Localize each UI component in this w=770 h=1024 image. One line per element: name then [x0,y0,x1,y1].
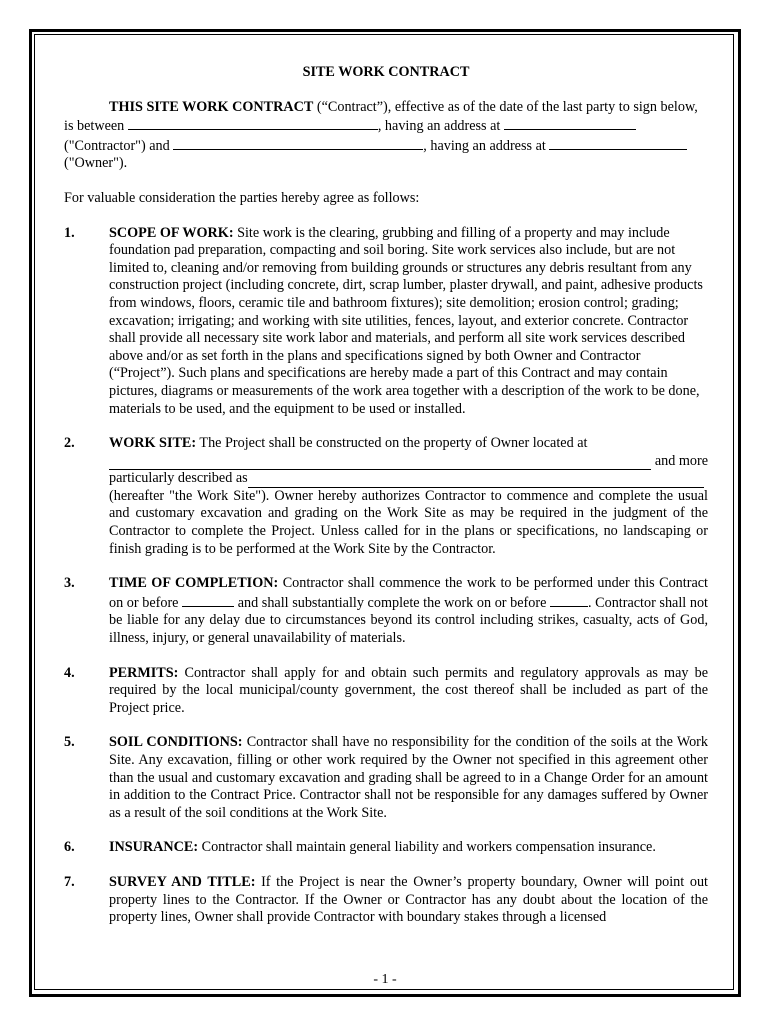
section-heading: INSURANCE: [109,839,199,856]
section-number: 2. [64,435,75,452]
page-number: - 1 - [373,972,397,987]
section-heading: SCOPE OF WORK: [109,224,234,241]
intro-paragraph: THIS SITE WORK CONTRACT (“Contract”), effective as of the date of the last party to sign below, is between , having an address at ("Contractor") and , having an address at ("Owner"). [64,98,698,172]
section-scope-of-work [64,225,708,419]
contractor-address-blank[interactable] [504,116,636,130]
document-body [64,64,708,944]
section-number: 7. [64,873,75,890]
section-work-site: 2. WORK SITE: The Project shall be constructed on the property of Owner located at and more particularly described as (hereafter "the Work Site"). Owner hereby authorizes Contractor to commence and complete the usual and customary excavation and grading on the Work Site as may be required in the judgment of the Contractor to complete the Project. Unless called for in the plans or specifications, no landscaping or finish grading is to be performed at the Work Site by the Contractor. [64,435,708,557]
section-number: 1. [64,224,75,241]
commence-date-blank[interactable] [182,593,234,607]
section-heading: SURVEY AND TITLE: [109,873,256,890]
section-survey-and-title: 7. SURVEY AND TITLE: If the Project is near the Owner’s property boundary, Owner will point out property lines to the Contractor. If the Owner or Contractor has any doubt about the location of the property lines, Owner shall provide Contractor with boundary stakes through a licensed [64,873,708,926]
contractor-name-blank[interactable] [128,116,378,130]
section-number: 3. [64,575,75,592]
section-heading: TIME OF COMPLETION: [109,575,279,592]
section-heading: WORK SITE: [109,435,197,452]
section-number: 5. [64,734,75,751]
intro-bold-lead: THIS SITE WORK CONTRACT [109,98,314,115]
owner-address-blank[interactable] [549,136,687,150]
consideration-lead: For valuable consideration the parties hereby agree as follows: [64,189,420,206]
completion-date-blank[interactable] [550,593,588,607]
section-soil-conditions: 5. SOIL CONDITIONS: Contractor shall have no responsibility for the condition of the soils at the Work Site. Any excavation, filling or other work required by the Owner not specified in this agreement other than the usual and customary excavation and grading shall be agreed to in a Change Order for an amount in addition to the Contract Price. Contractor shall not be responsible for any damages suffered by Owner as a result of the soil conditions at the Work Site. [64,734,708,821]
owner-name-blank[interactable] [173,136,423,150]
document-title: SITE WORK CONTRACT [302,64,470,80]
section-heading: SOIL CONDITIONS: [109,734,243,751]
section-text: Site work is the clearing, grubbing and filling of a property and may include foundation pad preparation, compacting and soil boring. Site work services also include, but are not limited to, cleaning and/or removing from building grounds or structures any debris resultant from any construction project (including concrete, dirt, scrap lumber, plaster drywall, and paint, adhesive products from windows, floors, ceramic tile and bathroom fixtures); site demolition; erosion control; grading; excavation; irrigating; and working with site utilities, fences, layout, and exterior concrete. Contractor shall provide all necessary site work labor and materials, and perform all site work services described above and/or as set forth in the plans and specifications signed by both Owner and Contractor (“Project”). Such plans and specifications are hereby made a part of this Contract and may contain pictures, diagrams or measurements of the work area together with a description of the work to be done, materials to be used, and the equipment to be used or installed. [109,224,703,417]
property-description-blank[interactable] [248,474,704,488]
section-permits: 4. PERMITS: Contractor shall apply for and obtain such permits and regulatory approvals as may be required by the local municipal/county government, the cost thereof shall be included as part of the Project price. [64,664,708,716]
section-insurance: 6. INSURANCE: Contractor shall maintain general liability and workers compensation insurance. [64,839,656,856]
section-number: 4. [64,664,75,681]
section-time-of-completion: 3. TIME OF COMPLETION: Contractor shall commence the work to be performed under this Contract on or before and shall substantially complete the work on or before . Contractor shall not be liable for any delay due to circumstances beyond its control including strikes, casualty, acts of God, illness, injury, or general unavailability of materials. [64,575,708,647]
property-location-blank[interactable] [109,456,651,470]
section-number: 6. [64,839,75,856]
section-heading: PERMITS: [109,664,179,681]
